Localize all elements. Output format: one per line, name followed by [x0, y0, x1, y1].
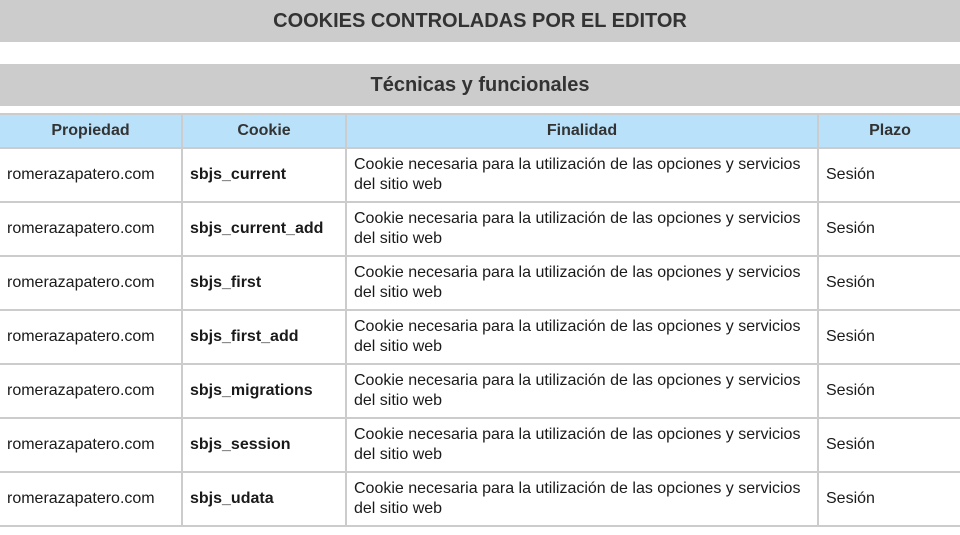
- cell-plazo: Sesión: [818, 364, 960, 418]
- cell-cookie: sbjs_current: [182, 148, 346, 202]
- cell-propiedad: romerazapatero.com: [0, 472, 182, 526]
- cell-finalidad: Cookie necesaria para la utilización de las opciones y servicios del sitio web: [346, 148, 818, 202]
- cell-finalidad: Cookie necesaria para la utilización de las opciones y servicios del sitio web: [346, 364, 818, 418]
- table-row: [0, 418, 960, 472]
- cell-finalidad: Cookie necesaria para la utilización de las opciones y servicios del sitio web: [346, 418, 818, 472]
- table-header-row: [0, 114, 960, 148]
- cell-plazo: Sesión: [818, 256, 960, 310]
- cell-cookie: sbjs_udata: [182, 472, 346, 526]
- cell-plazo: Sesión: [818, 418, 960, 472]
- table-row: [0, 310, 960, 364]
- cell-cookie: sbjs_session: [182, 418, 346, 472]
- column-header-cookie: Cookie: [182, 114, 346, 148]
- cell-finalidad: Cookie necesaria para la utilización de las opciones y servicios del sitio web: [346, 310, 818, 364]
- table-row: [0, 148, 960, 202]
- cell-plazo: Sesión: [818, 148, 960, 202]
- section-title: Técnicas y funcionales: [0, 64, 960, 106]
- cell-plazo: Sesión: [818, 310, 960, 364]
- table-row: [0, 472, 960, 526]
- cell-cookie: sbjs_first: [182, 256, 346, 310]
- cell-cookie: sbjs_first_add: [182, 310, 346, 364]
- cookies-table: [0, 113, 960, 527]
- table-row: [0, 256, 960, 310]
- table-row: [0, 202, 960, 256]
- column-header-propiedad: Propiedad: [0, 114, 182, 148]
- cell-propiedad: romerazapatero.com: [0, 256, 182, 310]
- cell-propiedad: romerazapatero.com: [0, 202, 182, 256]
- cell-plazo: Sesión: [818, 472, 960, 526]
- cell-cookie: sbjs_migrations: [182, 364, 346, 418]
- cell-propiedad: romerazapatero.com: [0, 418, 182, 472]
- cell-finalidad: Cookie necesaria para la utilización de las opciones y servicios del sitio web: [346, 256, 818, 310]
- cell-propiedad: romerazapatero.com: [0, 310, 182, 364]
- main-title: COOKIES CONTROLADAS POR EL EDITOR: [0, 0, 960, 42]
- cell-finalidad: Cookie necesaria para la utilización de las opciones y servicios del sitio web: [346, 472, 818, 526]
- cell-propiedad: romerazapatero.com: [0, 148, 182, 202]
- table-row: [0, 364, 960, 418]
- cell-finalidad: Cookie necesaria para la utilización de las opciones y servicios del sitio web: [346, 202, 818, 256]
- column-header-finalidad: Finalidad: [346, 114, 818, 148]
- cell-propiedad: romerazapatero.com: [0, 364, 182, 418]
- cell-plazo: Sesión: [818, 202, 960, 256]
- column-header-plazo: Plazo: [818, 114, 960, 148]
- cell-cookie: sbjs_current_add: [182, 202, 346, 256]
